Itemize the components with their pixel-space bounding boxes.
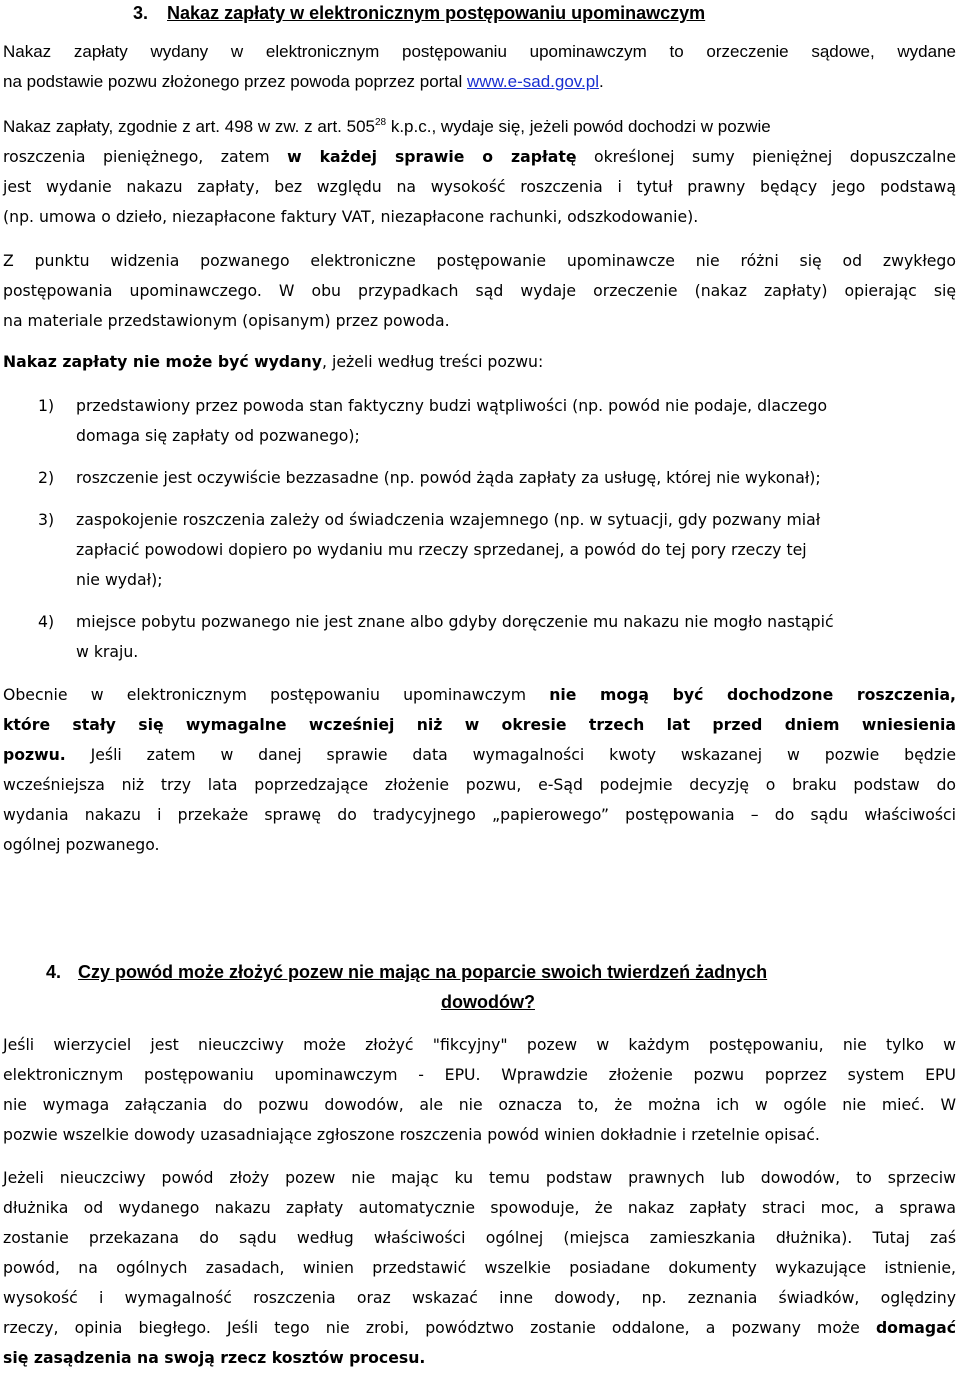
paragraph-line: ogólnej pozwanego.	[3, 835, 160, 854]
paragraph-line	[3, 1313, 956, 1343]
list-line: zaspokojenie roszczenia zależy od świadczenia wzajemnego (np. w sytuacji, gdy pozwany miał	[76, 510, 821, 529]
paragraph-line: na materiale przedstawionym (opisanym) przez powoda.	[3, 311, 450, 330]
bold-text: domagać	[875, 1318, 956, 1337]
paragraph-line	[3, 142, 956, 172]
list-line: zapłacić powodowi dopiero po wydaniu mu rzeczy sprzedanej, a powód do tej pory rzeczy tej	[76, 540, 807, 559]
section-4-heading	[46, 957, 767, 987]
list-line: w kraju.	[76, 642, 139, 661]
text-span: na podstawie pozwu złożonego przez powoda poprzez portal	[3, 72, 468, 91]
text-span: , jeżeli według treści pozwu:	[322, 352, 544, 371]
text-span: roszczenia pieniężnego, zatem	[3, 147, 288, 166]
section-4-title: Czy powód może złożyć pozew nie mając na poparcie swoich twierdzeń żadnych	[78, 962, 768, 982]
list-number: 3)	[38, 510, 55, 529]
paragraph-line: dłużnika od wydanego nakazu zapłaty automatycznie spowoduje, że nakaz zapłaty straci moc, a sprawa	[3, 1198, 956, 1217]
text-span: k.p.c.	[386, 117, 432, 136]
paragraph-line	[3, 740, 956, 770]
superscript: 28	[374, 117, 387, 128]
list-line: przedstawiony przez powoda stan faktyczny budzi wątpliwości (np. powód nie podaje, dlaczego	[76, 396, 828, 415]
paragraph-line: nie wymaga załączania do pozwu dowodów, ale nie oznacza to, że można ich w ogóle nie mieć. W	[3, 1095, 956, 1114]
paragraph-line: Nakaz zapłaty wydany w elektronicznym postępowaniu upominawczym to orzeczenie sądowe, wydane	[3, 42, 956, 61]
list-number: 4)	[38, 612, 55, 631]
paragraph-line	[3, 680, 956, 710]
list-line: miejsce pobytu pozwanego nie jest znane albo gdyby doręczenie mu nakazu nie mogło nastąpić	[76, 612, 834, 631]
text-span: .	[598, 72, 604, 91]
paragraph-line: Jeżeli nieuczciwy powód złoży pozew nie mając ku temu podstaw prawnych lub dowodów, to sprzeciw	[3, 1168, 956, 1187]
list-number: 1)	[38, 396, 55, 415]
paragraph-line: wydania nakazu i przekaże sprawę do tradycyjnego „papierowego” postępowania – do sądu właściwości	[3, 805, 956, 824]
paragraph-line: elektronicznym postępowaniu upominawczym - EPU. Wprawdzie złożenie pozwu poprzez system EPU	[3, 1065, 956, 1084]
paragraph-line: postępowania upominawczego. W obu przypadkach sąd wydaje orzeczenie (nakaz zapłaty) opierając się	[3, 281, 956, 300]
text-span: , wydaje się, jeżeli powód dochodzi w pozwie	[431, 117, 771, 136]
paragraph-line	[3, 112, 771, 142]
paragraph-line	[3, 67, 604, 97]
section-3-title: Nakaz zapłaty w elektronicznym postępowaniu upominawczym	[167, 3, 706, 23]
bold-text: nie mogą być dochodzone roszczenia,	[549, 685, 956, 704]
section-3-heading	[133, 0, 705, 28]
section-3-number: 3.	[133, 3, 149, 23]
paragraph-line: wcześniejsza niż trzy lata poprzedzające złożenie pozwu, e-Sąd podejmie decyzję o braku podstaw do	[3, 775, 956, 794]
list-line: domaga się zapłaty od pozwanego);	[76, 426, 360, 445]
paragraph-line: pozwie wszelkie dowody uzasadniające zgłoszone roszczenia powód winien dokładnie i rzetelnie opisać.	[3, 1125, 820, 1144]
list-line: roszczenie jest oczywiście bezzasadne (np. powód żąda zapłaty za usługę, której nie wykonał);	[76, 468, 821, 487]
paragraph-line: jest wydanie nakazu zapłaty, bez względu na wysokość roszczenia i tytuł prawny będący jego podstawą	[3, 177, 956, 196]
list-line: nie wydał);	[76, 570, 163, 589]
portal-link[interactable]: www.e-sad.gov.pl	[467, 72, 599, 91]
text-span: określonej sumy pieniężnej dopuszczalne	[576, 147, 956, 166]
section-4-number: 4.	[46, 962, 62, 982]
text-span: Obecnie w elektronicznym postępowaniu upominawczym	[3, 685, 550, 704]
section-4-title-cont: dowodów?	[441, 992, 535, 1012]
paragraph-line: Jeśli wierzyciel jest nieuczciwy może złożyć "fikcyjny" pozew w każdym postępowaniu, nie tylko w	[3, 1035, 956, 1054]
bold-text: w każdej sprawie o zapłatę	[287, 147, 577, 166]
text-span: rzeczy, opinia biegłego. Jeśli tego nie zrobi, powództwo zostanie oddalone, a pozwany może	[3, 1318, 876, 1337]
text-span: Jeśli zatem w danej sprawie data wymagalności kwoty wskazanej w pozwie będzie	[65, 745, 956, 764]
paragraph-line: Z punktu widzenia pozwanego elektroniczne postępowanie upominawcze nie różni się od zwykłego	[3, 251, 956, 270]
list-number: 2)	[38, 468, 55, 487]
paragraph-line	[3, 347, 543, 377]
bold-text: Nakaz zapłaty nie może być wydany	[3, 352, 323, 371]
text-span: Nakaz zapłaty, zgodnie z art. 498 w zw. z art. 505	[3, 117, 375, 136]
paragraph-line: (np. umowa o dzieło, niezapłacone faktury VAT, niezapłacone rachunki, odszkodowanie).	[3, 207, 699, 226]
paragraph-line: które stały się wymagalne wcześniej niż w okresie trzech lat przed dniem wniesienia	[3, 715, 956, 734]
bold-text: pozwu.	[3, 745, 66, 764]
paragraph-line: powód, na ogólnych zasadach, winien przedstawić wszelkie posiadane dokumenty wykazujące istnienie,	[3, 1258, 956, 1277]
paragraph-line: zostanie przekazana do sądu według właściwości ogólnej (miejsca zamieszkania dłużnika). Tutaj zaś	[3, 1228, 956, 1247]
paragraph-line: się zasądzenia na swoją rzecz kosztów procesu.	[3, 1348, 426, 1367]
paragraph-line: wysokość i wymagalność roszczenia oraz wskazać inne dowody, np. zeznania świadków, oględziny	[3, 1288, 956, 1307]
